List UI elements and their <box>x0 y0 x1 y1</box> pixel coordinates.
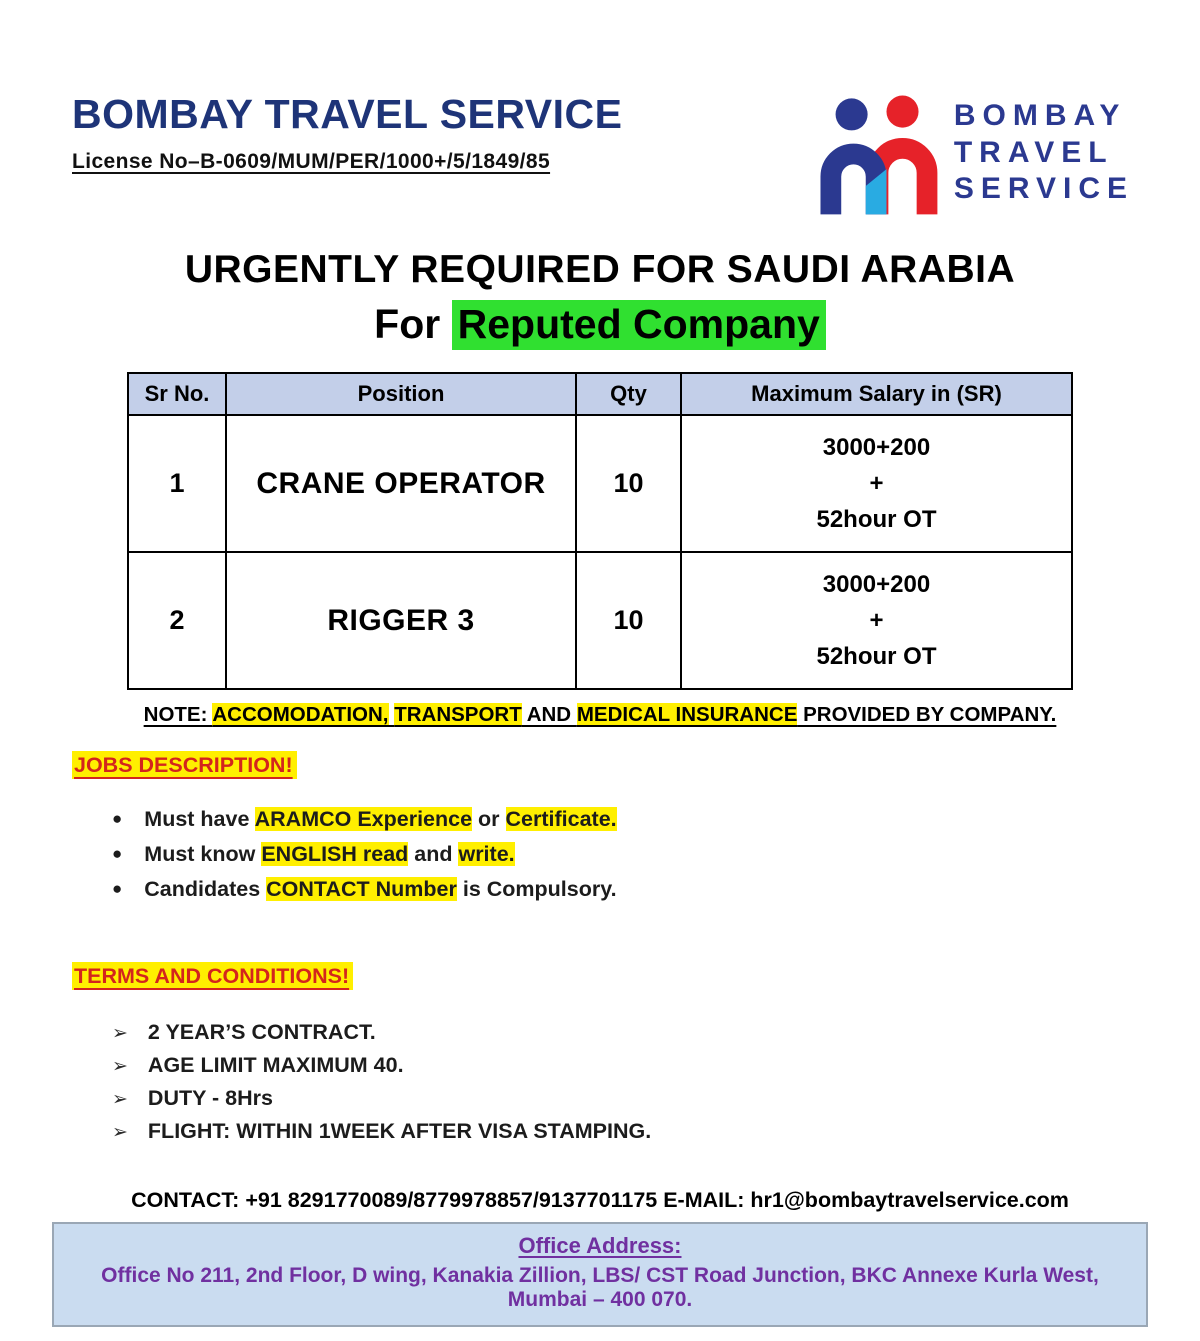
plain-text: Must have <box>144 807 255 831</box>
arrow-bullet-icon: ➢ <box>112 1023 128 1044</box>
main-title: URGENTLY REQUIRED FOR SAUDI ARABIA <box>184 248 1016 291</box>
arrow-bullet-icon: ➢ <box>112 1089 128 1110</box>
salary-line: 3000+200 <box>822 570 931 598</box>
table-header-row <box>128 373 1072 415</box>
salary-line: + <box>869 606 884 634</box>
table-row <box>128 552 1072 689</box>
logo-wordmark <box>954 98 1134 208</box>
bullet-dot-icon: ● <box>112 809 123 828</box>
subtitle-highlight: Reputed Company <box>452 300 826 350</box>
terms-heading: TERMS AND CONDITIONS! <box>72 962 353 990</box>
logo-people-icon <box>812 88 944 220</box>
note-line <box>0 703 1200 727</box>
contact-line: CONTACT: +91 8291770089/8779978857/9137701175 E-MAIL: hr1@bombaytravelservice.com <box>131 1188 1069 1212</box>
document-header <box>0 0 1200 220</box>
terms-list <box>112 1020 1200 1144</box>
jobs-table <box>127 372 1073 690</box>
list-item-text: AGE LIMIT MAXIMUM 40. <box>147 1053 404 1077</box>
cell-qty: 10 <box>576 552 681 689</box>
salary-line: 52hour OT <box>816 642 937 670</box>
plain-text: or <box>472 807 506 831</box>
cell-salary <box>681 552 1072 689</box>
list-item-text <box>144 807 616 832</box>
table-header-position: Position <box>226 373 576 415</box>
highlighted-text: ARAMCO Experience <box>254 807 473 831</box>
arrow-bullet-icon: ➢ <box>112 1122 128 1143</box>
plain-text: AND <box>521 703 577 726</box>
list-item-text <box>144 877 616 902</box>
company-logo <box>812 88 1134 220</box>
cell-qty: 10 <box>576 415 681 552</box>
logo-text-line: BOMBAY <box>953 99 1127 132</box>
table-header-sr-no: Sr No. <box>128 373 226 415</box>
highlighted-text: Certificate. <box>505 807 617 831</box>
list-item-text: FLIGHT: WITHIN 1WEEK AFTER VISA STAMPING. <box>147 1119 652 1143</box>
list-item <box>112 1086 1200 1111</box>
cell-position: RIGGER 3 <box>226 552 576 689</box>
logo-text-line: SERVICE <box>953 172 1134 206</box>
title-section <box>0 248 1200 348</box>
plain-text: is Compulsory. <box>456 877 617 901</box>
plain-text: and <box>408 842 459 866</box>
list-item <box>112 1119 1200 1144</box>
company-name: BOMBAY TRAVEL SERVICE <box>72 91 623 137</box>
table-header-qty: Qty <box>576 373 681 415</box>
highlighted-text: TRANSPORT <box>394 703 522 726</box>
highlighted-text: write. <box>458 842 515 866</box>
cell-sr-no: 2 <box>128 552 226 689</box>
bullet-dot-icon: ● <box>112 879 123 898</box>
salary-line: 52hour OT <box>816 505 937 533</box>
highlighted-text: ENGLISH read <box>261 842 409 866</box>
highlighted-text: ACCOMODATION, <box>212 703 389 726</box>
office-address-text: Office No 211, 2nd Floor, D wing, Kanakia Zillion, LBS/ CST Road Junction, BKC Annexe Kurla West, Mumbai – 400 070. <box>101 1264 1099 1311</box>
list-item-text: DUTY - 8Hrs <box>147 1086 273 1110</box>
plain-text: Must know <box>144 842 262 866</box>
plain-text: Candidates <box>144 877 267 901</box>
highlighted-text: MEDICAL INSURANCE <box>576 703 798 726</box>
list-item <box>112 1020 1200 1045</box>
subtitle <box>0 301 1200 348</box>
cell-sr-no: 1 <box>128 415 226 552</box>
bullet-dot-icon: ● <box>112 844 123 863</box>
jobs-description-list <box>112 807 1200 902</box>
list-item <box>112 877 1200 902</box>
list-item-text <box>144 842 514 867</box>
cell-salary <box>681 415 1072 552</box>
salary-line: + <box>869 469 884 497</box>
plain-text: NOTE: <box>143 703 213 726</box>
list-item <box>112 1053 1200 1078</box>
table-row <box>128 415 1072 552</box>
list-item-text: 2 YEAR’S CONTRACT. <box>147 1020 376 1044</box>
arrow-bullet-icon: ➢ <box>112 1056 128 1077</box>
office-address-heading: Office Address: <box>518 1233 682 1258</box>
table-header-salary: Maximum Salary in (SR) <box>681 373 1072 415</box>
office-address-box <box>52 1222 1148 1327</box>
highlighted-text: CONTACT Number <box>266 877 457 901</box>
cell-position: CRANE OPERATOR <box>226 415 576 552</box>
company-identity <box>72 92 622 174</box>
jobs-description-heading: JOBS DESCRIPTION! <box>72 751 297 779</box>
license-number: License No–B-0609/MUM/PER/1000+/5/1849/85 <box>72 150 551 174</box>
subtitle-prefix: For <box>374 301 452 347</box>
list-item <box>112 842 1200 867</box>
plain-text: PROVIDED BY COMPANY. <box>797 703 1057 726</box>
list-item <box>112 807 1200 832</box>
salary-line: 3000+200 <box>822 433 931 461</box>
logo-text-line: TRAVEL <box>953 135 1114 169</box>
